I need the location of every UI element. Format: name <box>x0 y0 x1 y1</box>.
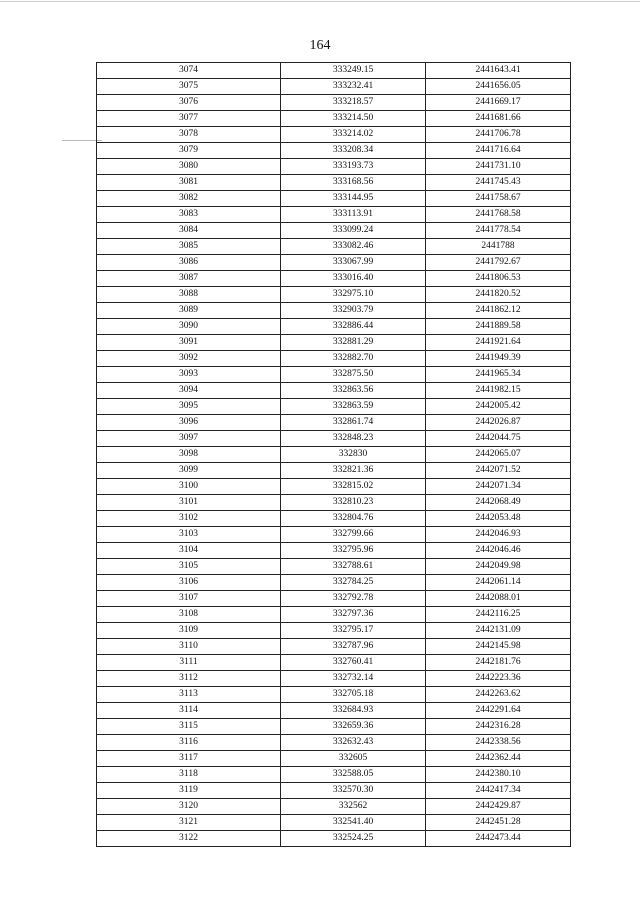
x-coordinate-cell: 332605 <box>281 751 426 767</box>
point-id-cell: 3081 <box>97 175 281 191</box>
table-row <box>97 719 571 735</box>
table-row <box>97 703 571 719</box>
y-coordinate-cell: 2442061.14 <box>426 575 571 591</box>
x-coordinate-cell: 332863.59 <box>281 399 426 415</box>
point-id-cell: 3090 <box>97 319 281 335</box>
y-coordinate-cell: 2441982.15 <box>426 383 571 399</box>
x-coordinate-cell: 332795.96 <box>281 543 426 559</box>
y-coordinate-cell: 2441656.05 <box>426 79 571 95</box>
table-row <box>97 415 571 431</box>
point-id-cell: 3083 <box>97 207 281 223</box>
point-id-cell: 3101 <box>97 495 281 511</box>
y-coordinate-cell: 2442026.87 <box>426 415 571 431</box>
x-coordinate-cell: 333214.02 <box>281 127 426 143</box>
point-id-cell: 3114 <box>97 703 281 719</box>
y-coordinate-cell: 2441806.53 <box>426 271 571 287</box>
y-coordinate-cell: 2442473.44 <box>426 831 571 847</box>
y-coordinate-cell: 2442088.01 <box>426 591 571 607</box>
x-coordinate-cell: 333214.50 <box>281 111 426 127</box>
point-id-cell: 3120 <box>97 799 281 815</box>
point-id-cell: 3086 <box>97 255 281 271</box>
coordinate-table <box>96 62 571 847</box>
table-row <box>97 127 571 143</box>
table-row <box>97 511 571 527</box>
y-coordinate-cell: 2441669.17 <box>426 95 571 111</box>
point-id-cell: 3074 <box>97 63 281 79</box>
point-id-cell: 3087 <box>97 271 281 287</box>
x-coordinate-cell: 332804.76 <box>281 511 426 527</box>
point-id-cell: 3122 <box>97 831 281 847</box>
x-coordinate-cell: 332684.93 <box>281 703 426 719</box>
y-coordinate-cell: 2441731.10 <box>426 159 571 175</box>
x-coordinate-cell: 332861.74 <box>281 415 426 431</box>
y-coordinate-cell: 2442263.62 <box>426 687 571 703</box>
x-coordinate-cell: 332797.36 <box>281 607 426 623</box>
point-id-cell: 3096 <box>97 415 281 431</box>
table-row <box>97 623 571 639</box>
page-number: 164 <box>309 38 331 53</box>
point-id-cell: 3099 <box>97 463 281 479</box>
table-row <box>97 543 571 559</box>
y-coordinate-cell: 2442116.25 <box>426 607 571 623</box>
point-id-cell: 3088 <box>97 287 281 303</box>
x-coordinate-cell: 332760.41 <box>281 655 426 671</box>
table-row <box>97 431 571 447</box>
y-coordinate-cell: 2442417.34 <box>426 783 571 799</box>
x-coordinate-cell: 332815.02 <box>281 479 426 495</box>
x-coordinate-cell: 332795.17 <box>281 623 426 639</box>
y-coordinate-cell: 2441643.41 <box>426 63 571 79</box>
point-id-cell: 3121 <box>97 815 281 831</box>
table-row <box>97 367 571 383</box>
point-id-cell: 3105 <box>97 559 281 575</box>
point-id-cell: 3115 <box>97 719 281 735</box>
table-row <box>97 399 571 415</box>
y-coordinate-cell: 2442362.44 <box>426 751 571 767</box>
x-coordinate-cell: 332705.18 <box>281 687 426 703</box>
point-id-cell: 3089 <box>97 303 281 319</box>
table-row <box>97 239 571 255</box>
table-row <box>97 831 571 847</box>
point-id-cell: 3104 <box>97 543 281 559</box>
point-id-cell: 3100 <box>97 479 281 495</box>
y-coordinate-cell: 2441758.67 <box>426 191 571 207</box>
x-coordinate-cell: 332881.29 <box>281 335 426 351</box>
x-coordinate-cell: 332863.56 <box>281 383 426 399</box>
point-id-cell: 3085 <box>97 239 281 255</box>
table-row <box>97 655 571 671</box>
x-coordinate-cell: 332788.61 <box>281 559 426 575</box>
y-coordinate-cell: 2442181.76 <box>426 655 571 671</box>
y-coordinate-cell: 2442046.93 <box>426 527 571 543</box>
table-row <box>97 479 571 495</box>
y-coordinate-cell: 2442131.09 <box>426 623 571 639</box>
y-coordinate-cell: 2441949.39 <box>426 351 571 367</box>
scan-mark <box>0 1 640 2</box>
table-row <box>97 143 571 159</box>
y-coordinate-cell: 2441921.64 <box>426 335 571 351</box>
x-coordinate-cell: 332732.14 <box>281 671 426 687</box>
point-id-cell: 3093 <box>97 367 281 383</box>
table-row <box>97 207 571 223</box>
x-coordinate-cell: 333218.57 <box>281 95 426 111</box>
y-coordinate-cell: 2442338.56 <box>426 735 571 751</box>
x-coordinate-cell: 332541.40 <box>281 815 426 831</box>
point-id-cell: 3091 <box>97 335 281 351</box>
y-coordinate-cell: 2442316.28 <box>426 719 571 735</box>
point-id-cell: 3084 <box>97 223 281 239</box>
table-row <box>97 223 571 239</box>
x-coordinate-cell: 333193.73 <box>281 159 426 175</box>
table-row <box>97 255 571 271</box>
point-id-cell: 3119 <box>97 783 281 799</box>
point-id-cell: 3077 <box>97 111 281 127</box>
y-coordinate-cell: 2442071.52 <box>426 463 571 479</box>
point-id-cell: 3110 <box>97 639 281 655</box>
point-id-cell: 3103 <box>97 527 281 543</box>
y-coordinate-cell: 2441768.58 <box>426 207 571 223</box>
x-coordinate-cell: 332562 <box>281 799 426 815</box>
table-row <box>97 111 571 127</box>
x-coordinate-cell: 332524.25 <box>281 831 426 847</box>
y-coordinate-cell: 2441792.67 <box>426 255 571 271</box>
y-coordinate-cell: 2441745.43 <box>426 175 571 191</box>
y-coordinate-cell: 2442291.64 <box>426 703 571 719</box>
table-row <box>97 95 571 111</box>
x-coordinate-cell: 332784.25 <box>281 575 426 591</box>
x-coordinate-cell: 332799.66 <box>281 527 426 543</box>
table-row <box>97 175 571 191</box>
x-coordinate-cell: 333232.41 <box>281 79 426 95</box>
x-coordinate-cell: 332588.05 <box>281 767 426 783</box>
y-coordinate-cell: 2442451.28 <box>426 815 571 831</box>
y-coordinate-cell: 2442071.34 <box>426 479 571 495</box>
table-row <box>97 191 571 207</box>
table-row <box>97 463 571 479</box>
y-coordinate-cell: 2441706.78 <box>426 127 571 143</box>
x-coordinate-cell: 333113.91 <box>281 207 426 223</box>
y-coordinate-cell: 2441965.34 <box>426 367 571 383</box>
table-row <box>97 559 571 575</box>
x-coordinate-cell: 333144.95 <box>281 191 426 207</box>
x-coordinate-cell: 332659.36 <box>281 719 426 735</box>
y-coordinate-cell: 2442053.48 <box>426 511 571 527</box>
x-coordinate-cell: 332632.43 <box>281 735 426 751</box>
point-id-cell: 3112 <box>97 671 281 687</box>
table-row <box>97 335 571 351</box>
point-id-cell: 3098 <box>97 447 281 463</box>
point-id-cell: 3095 <box>97 399 281 415</box>
table-row <box>97 303 571 319</box>
y-coordinate-cell: 2442223.36 <box>426 671 571 687</box>
point-id-cell: 3080 <box>97 159 281 175</box>
point-id-cell: 3082 <box>97 191 281 207</box>
table-row <box>97 575 571 591</box>
y-coordinate-cell: 2441862.12 <box>426 303 571 319</box>
point-id-cell: 3109 <box>97 623 281 639</box>
table-row <box>97 159 571 175</box>
table-row <box>97 815 571 831</box>
point-id-cell: 3092 <box>97 351 281 367</box>
point-id-cell: 3097 <box>97 431 281 447</box>
point-id-cell: 3106 <box>97 575 281 591</box>
y-coordinate-cell: 2441788 <box>426 239 571 255</box>
table-row <box>97 63 571 79</box>
x-coordinate-cell: 332848.23 <box>281 431 426 447</box>
point-id-cell: 3118 <box>97 767 281 783</box>
y-coordinate-cell: 2442049.98 <box>426 559 571 575</box>
table-row <box>97 607 571 623</box>
y-coordinate-cell: 2442429.87 <box>426 799 571 815</box>
table-row <box>97 687 571 703</box>
y-coordinate-cell: 2442044.75 <box>426 431 571 447</box>
table-row <box>97 351 571 367</box>
x-coordinate-cell: 332787.96 <box>281 639 426 655</box>
x-coordinate-cell: 333168.56 <box>281 175 426 191</box>
x-coordinate-cell: 333067.99 <box>281 255 426 271</box>
table-row <box>97 799 571 815</box>
x-coordinate-cell: 332810.23 <box>281 495 426 511</box>
table-row <box>97 671 571 687</box>
y-coordinate-cell: 2441681.66 <box>426 111 571 127</box>
x-coordinate-cell: 332903.79 <box>281 303 426 319</box>
point-id-cell: 3102 <box>97 511 281 527</box>
point-id-cell: 3075 <box>97 79 281 95</box>
y-coordinate-cell: 2441778.54 <box>426 223 571 239</box>
x-coordinate-cell: 332830 <box>281 447 426 463</box>
x-coordinate-cell: 333208.34 <box>281 143 426 159</box>
point-id-cell: 3079 <box>97 143 281 159</box>
table-row <box>97 79 571 95</box>
y-coordinate-cell: 2442068.49 <box>426 495 571 511</box>
table-row <box>97 735 571 751</box>
y-coordinate-cell: 2441716.64 <box>426 143 571 159</box>
x-coordinate-cell: 333016.40 <box>281 271 426 287</box>
x-coordinate-cell: 333249.15 <box>281 63 426 79</box>
table-row <box>97 287 571 303</box>
coordinate-table-body <box>97 63 571 847</box>
point-id-cell: 3111 <box>97 655 281 671</box>
x-coordinate-cell: 332792.78 <box>281 591 426 607</box>
y-coordinate-cell: 2441820.52 <box>426 287 571 303</box>
point-id-cell: 3117 <box>97 751 281 767</box>
point-id-cell: 3094 <box>97 383 281 399</box>
table-row <box>97 271 571 287</box>
point-id-cell: 3113 <box>97 687 281 703</box>
y-coordinate-cell: 2442065.07 <box>426 447 571 463</box>
y-coordinate-cell: 2442005.42 <box>426 399 571 415</box>
point-id-cell: 3108 <box>97 607 281 623</box>
x-coordinate-cell: 332882.70 <box>281 351 426 367</box>
y-coordinate-cell: 2442380.10 <box>426 767 571 783</box>
table-row <box>97 447 571 463</box>
table-row <box>97 639 571 655</box>
table-row <box>97 591 571 607</box>
table-row <box>97 527 571 543</box>
table-row <box>97 783 571 799</box>
y-coordinate-cell: 2442145.98 <box>426 639 571 655</box>
table-row <box>97 767 571 783</box>
point-id-cell: 3107 <box>97 591 281 607</box>
table-row <box>97 751 571 767</box>
table-row <box>97 495 571 511</box>
x-coordinate-cell: 333099.24 <box>281 223 426 239</box>
y-coordinate-cell: 2442046.46 <box>426 543 571 559</box>
point-id-cell: 3076 <box>97 95 281 111</box>
x-coordinate-cell: 332821.36 <box>281 463 426 479</box>
x-coordinate-cell: 332975.10 <box>281 287 426 303</box>
x-coordinate-cell: 332875.50 <box>281 367 426 383</box>
table-row <box>97 319 571 335</box>
point-id-cell: 3078 <box>97 127 281 143</box>
x-coordinate-cell: 332570.30 <box>281 783 426 799</box>
x-coordinate-cell: 333082.46 <box>281 239 426 255</box>
y-coordinate-cell: 2441889.58 <box>426 319 571 335</box>
x-coordinate-cell: 332886.44 <box>281 319 426 335</box>
table-row <box>97 383 571 399</box>
point-id-cell: 3116 <box>97 735 281 751</box>
